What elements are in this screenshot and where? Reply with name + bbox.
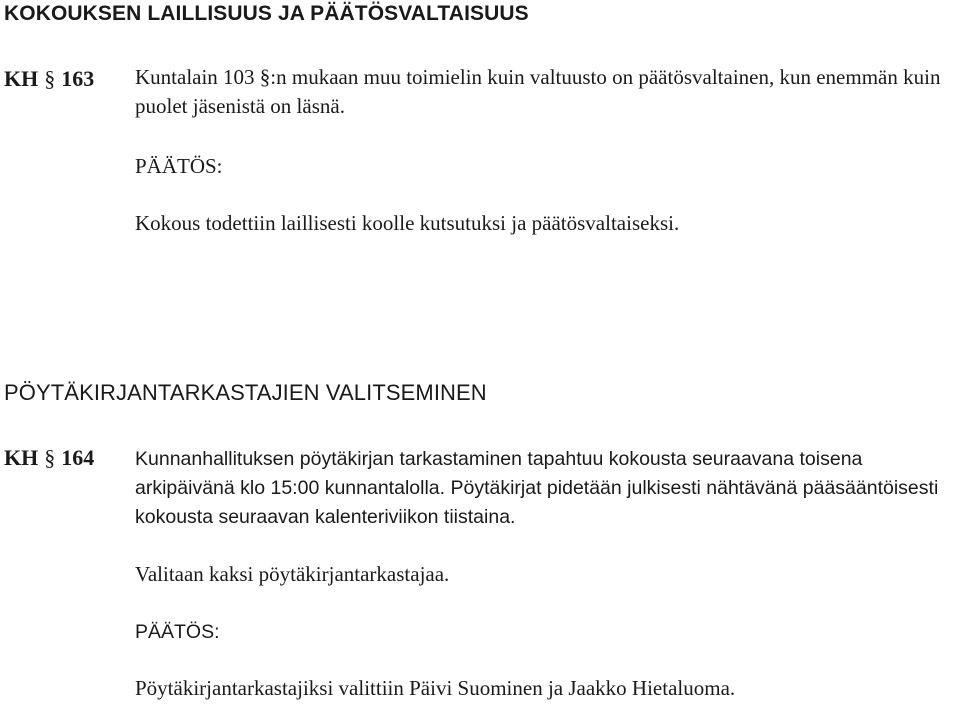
kh-label-163 bbox=[4, 66, 94, 92]
section-heading-163: KOKOUKSEN LAILLISUUS JA PÄÄTÖSVALTAISUUS bbox=[4, 2, 529, 25]
section-body-163: Kuntalain 103 §:n mukaan muu toimielin kuin valtuusto on päätösvaltainen, kun enemmän kuin puolet jäsenistä on läsnä. bbox=[135, 65, 941, 118]
section-heading-164: PÖYTÄKIRJANTARKASTAJIEN VALITSEMINEN bbox=[4, 380, 487, 405]
section-symbol: § bbox=[44, 445, 56, 470]
decision-label-164: PÄÄTÖS: bbox=[135, 621, 220, 643]
proposal-164: Valitaan kaksi pöytäkirjantarkastajaa. bbox=[135, 562, 450, 586]
decision-text-164: Pöytäkirjantarkastajiksi valittiin Päivi Suominen ja Jaakko Hietaluoma. bbox=[135, 676, 736, 700]
kh-prefix: KH bbox=[4, 66, 39, 91]
kh-label-164 bbox=[4, 445, 94, 471]
decision-label-163: PÄÄTÖS: bbox=[135, 154, 223, 178]
decision-text-163: Kokous todettiin laillisesti koolle kutsutuksi ja päätösvaltaiseksi. bbox=[135, 211, 680, 235]
section-symbol: § bbox=[44, 66, 56, 91]
section-body-164: Kunnanhallituksen pöytäkirjan tarkastaminen tapahtuu kokousta seuraavana toisena arkipäivänä klo 15:00 kunnantalolla. Pöytäkirjat pidetään julkisesti nähtävänä pääsääntöisesti kokousta seuraavan kalenteriviikon tiistaina. bbox=[135, 448, 939, 528]
kh-prefix: KH bbox=[4, 445, 39, 470]
kh-number: 164 bbox=[61, 445, 95, 470]
kh-number: 163 bbox=[61, 66, 95, 91]
